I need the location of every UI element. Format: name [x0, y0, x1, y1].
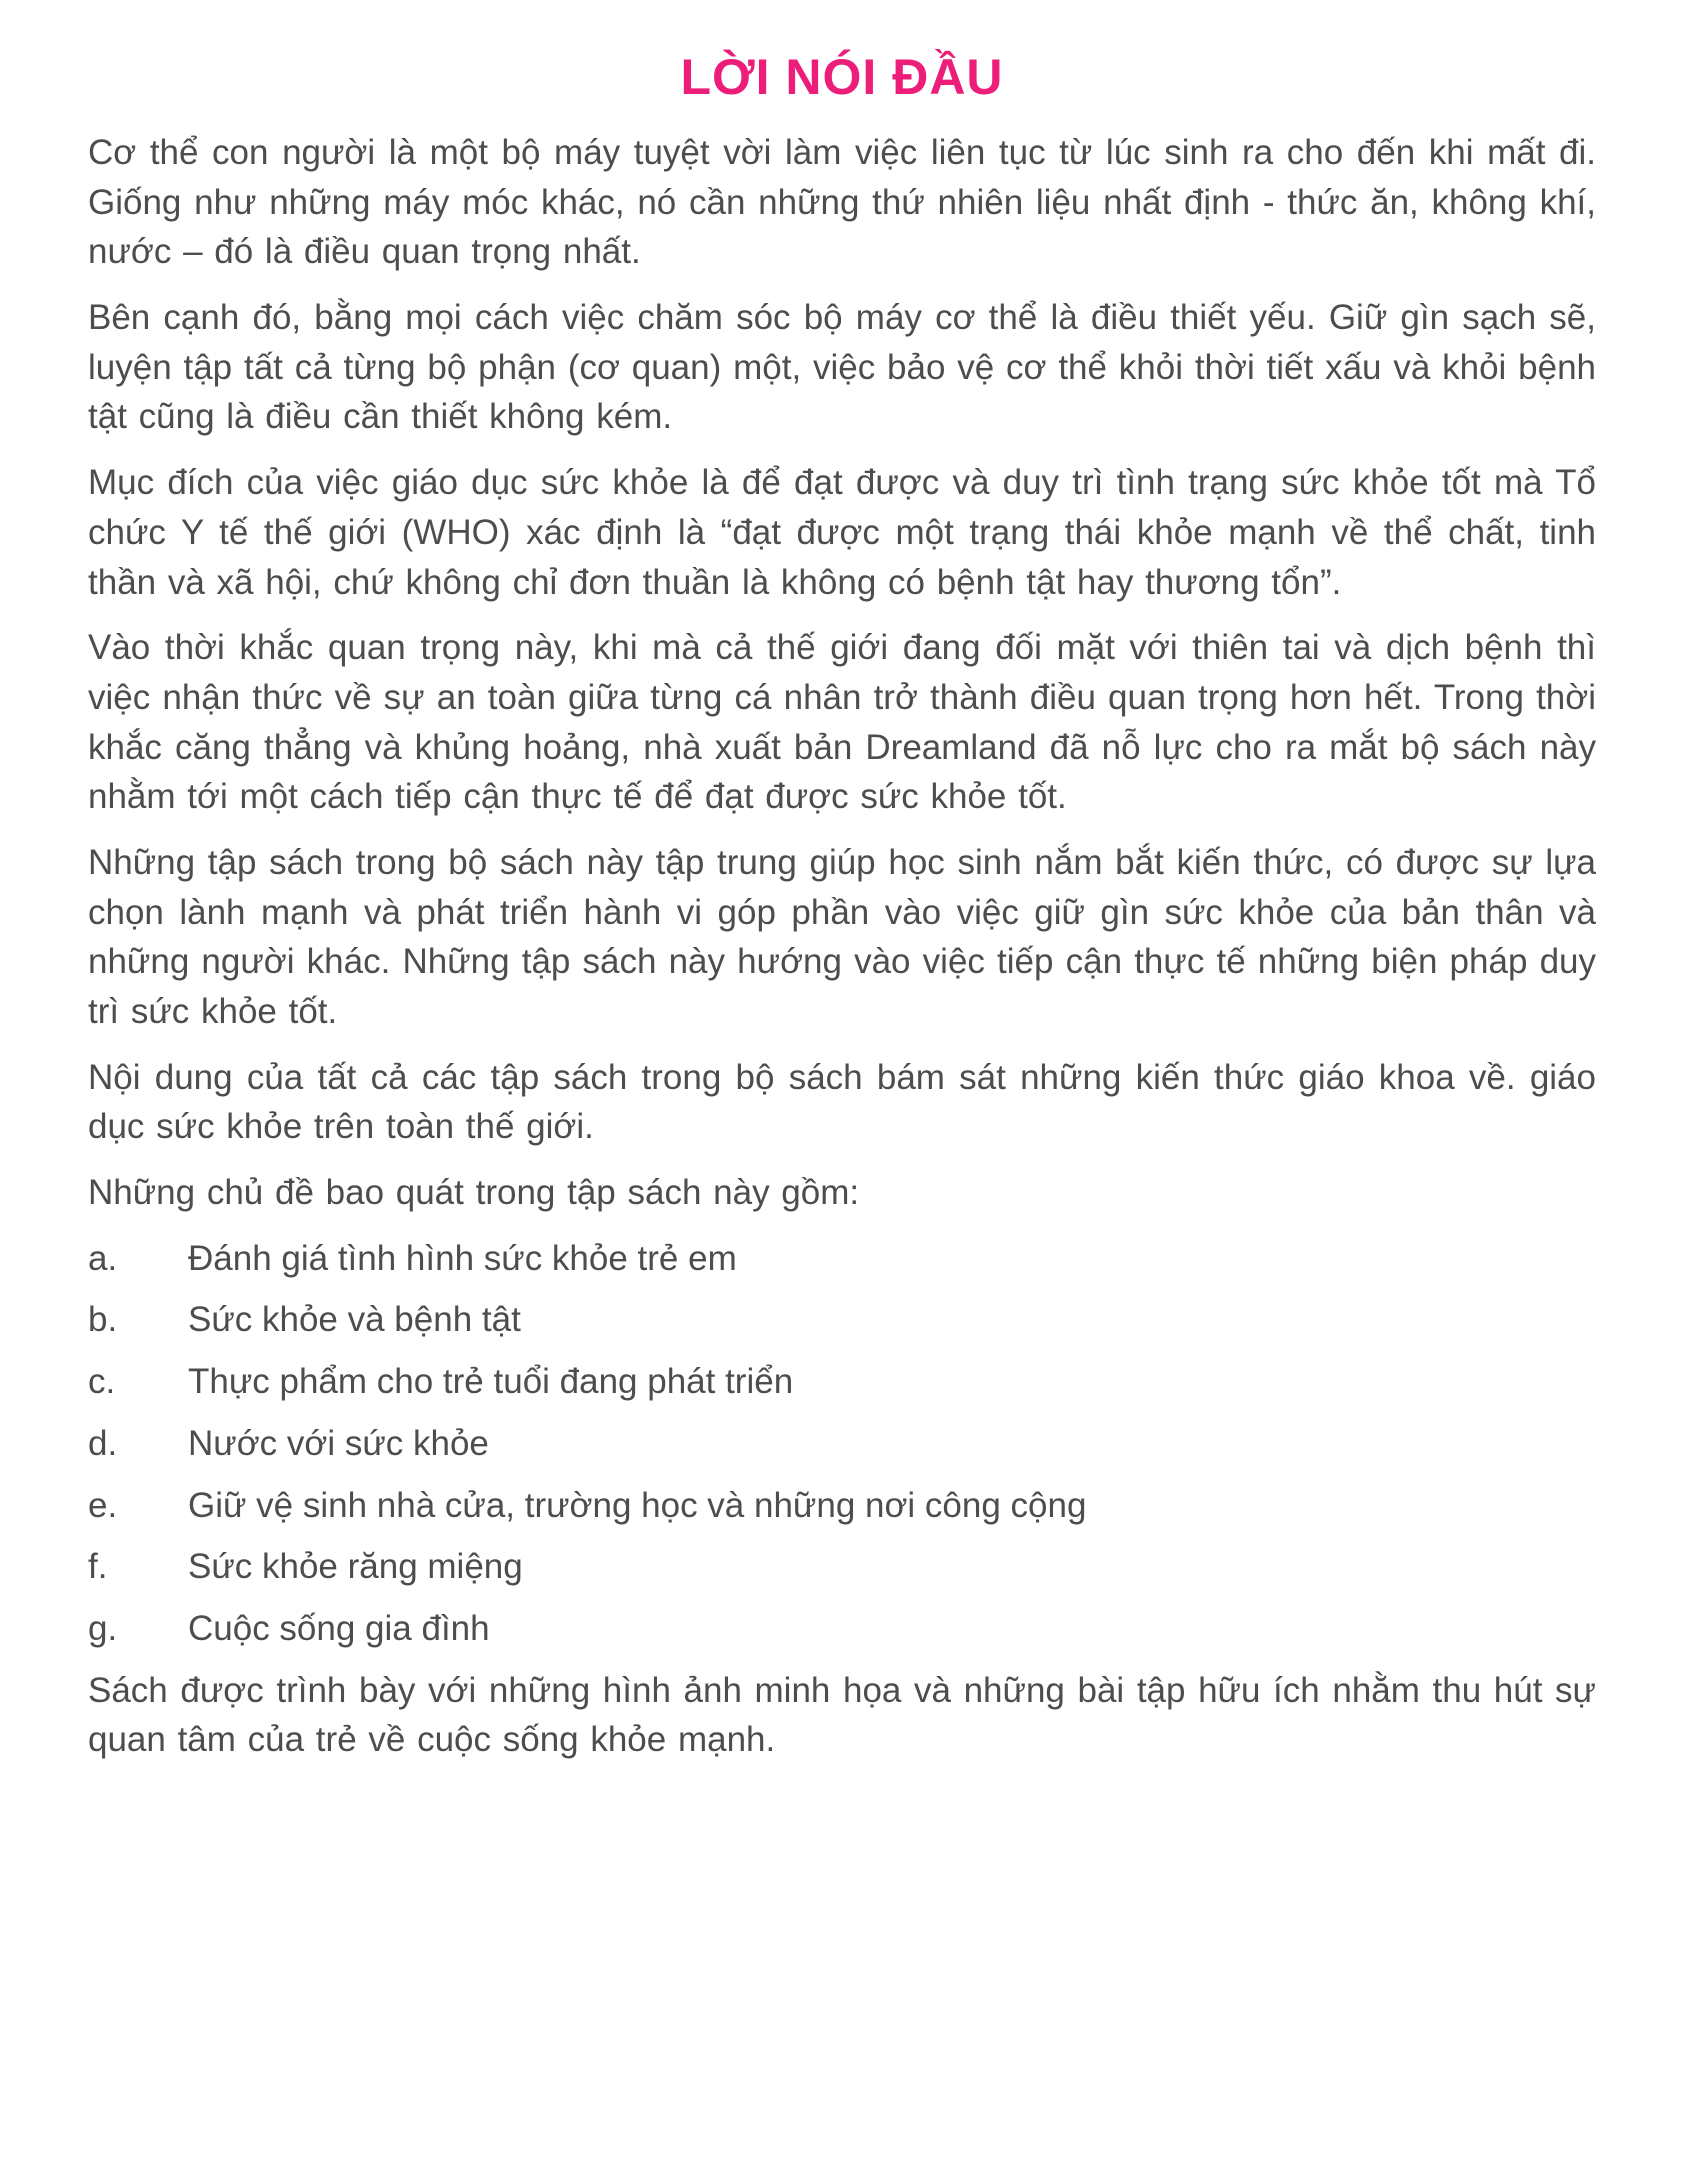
list-item-label: g.: [88, 1608, 118, 1648]
page-title: LỜI NÓI ĐẦU: [680, 49, 1004, 105]
topic-list: [88, 1234, 1596, 1654]
list-item: [88, 1481, 1596, 1531]
list-item: [88, 1604, 1596, 1654]
list-item-text: Đánh giá tình hình sức khỏe trẻ em: [188, 1238, 737, 1278]
list-item-text: Sức khỏe răng miệng: [188, 1547, 523, 1587]
list-item: [88, 1419, 1596, 1469]
list-item: [88, 1357, 1596, 1407]
list-item: [88, 1542, 1596, 1592]
list-item-label: b.: [88, 1300, 118, 1340]
list-item-label: c.: [88, 1362, 116, 1402]
list-item-label: d.: [88, 1423, 118, 1463]
paragraph-2: Bên cạnh đó, bằng mọi cách việc chăm sóc bộ máy cơ thể là điều thiết yếu. Giữ gìn sạch sẽ, luyện tập tất cả từng bộ phận (cơ quan) một, việc bảo vệ cơ thể khỏi thời tiết xấu và khỏi bệnh tật cũng là điều cần thiết không kém.: [88, 298, 1596, 437]
list-item-text: Sức khỏe và bệnh tật: [188, 1300, 521, 1340]
list-item-label: e.: [88, 1485, 118, 1525]
paragraph-6: Nội dung của tất cả các tập sách trong bộ sách bám sát những kiến thức giáo khoa về. giáo dục sức khỏe trên toàn thế giới.: [88, 1057, 1596, 1147]
list-item: [88, 1234, 1596, 1284]
list-item-label: f.: [88, 1547, 108, 1587]
paragraph-1: Cơ thể con người là một bộ máy tuyệt vời làm việc liên tục từ lúc sinh ra cho đến khi mất đi. Giống như những máy móc khác, nó cần những thứ nhiên liệu nhất định - thức ăn, không khí, nước – đó là điều quan trọng nhất.: [88, 133, 1596, 272]
list-item-text: Nước với sức khỏe: [188, 1423, 489, 1463]
paragraph-5: Những tập sách trong bộ sách này tập trung giúp học sinh nắm bắt kiến thức, có được sự lựa chọn lành mạnh và phát triển hành vi góp phần vào việc giữ gìn sức khỏe của bản thân và những người khác. Những tập sách này hướng vào việc tiếp cận thực tế những biện pháp duy trì sức khỏe tốt.: [88, 842, 1596, 1031]
paragraph-3: Mục đích của việc giáo dục sức khỏe là để đạt được và duy trì tình trạng sức khỏe tốt mà Tổ chức Y tế thế giới (WHO) xác định là “đạt được một trạng thái khỏe mạnh về thể chất, tinh thần và xã hội, chứ không chỉ đơn thuần là không có bệnh tật hay thương tổn”.: [88, 463, 1596, 602]
list-item: [88, 1295, 1596, 1345]
closing-paragraph: Sách được trình bày với những hình ảnh minh họa và những bài tập hữu ích nhằm thu hút sự quan tâm của trẻ về cuộc sống khỏe mạnh.: [88, 1670, 1596, 1760]
topic-list-intro: Những chủ đề bao quát trong tập sách này gồm:: [88, 1173, 860, 1213]
list-item-text: Giữ vệ sinh nhà cửa, trường học và những nơi công cộng: [188, 1485, 1087, 1525]
list-item-text: Thực phẩm cho trẻ tuổi đang phát triển: [188, 1362, 794, 1402]
list-item-text: Cuộc sống gia đình: [188, 1608, 490, 1648]
paragraph-4: Vào thời khắc quan trọng này, khi mà cả thế giới đang đối mặt với thiên tai và dịch bệnh thì việc nhận thức về sự an toàn giữa từng cá nhân trở thành điều quan trọng hơn hết. Trong thời khắc căng thẳng và khủng hoảng, nhà xuất bản Dreamland đã nỗ lực cho ra mắt bộ sách này nhằm tới một cách tiếp cận thực tế để đạt được sức khỏe tốt.: [88, 628, 1596, 817]
list-item-label: a.: [88, 1238, 118, 1278]
